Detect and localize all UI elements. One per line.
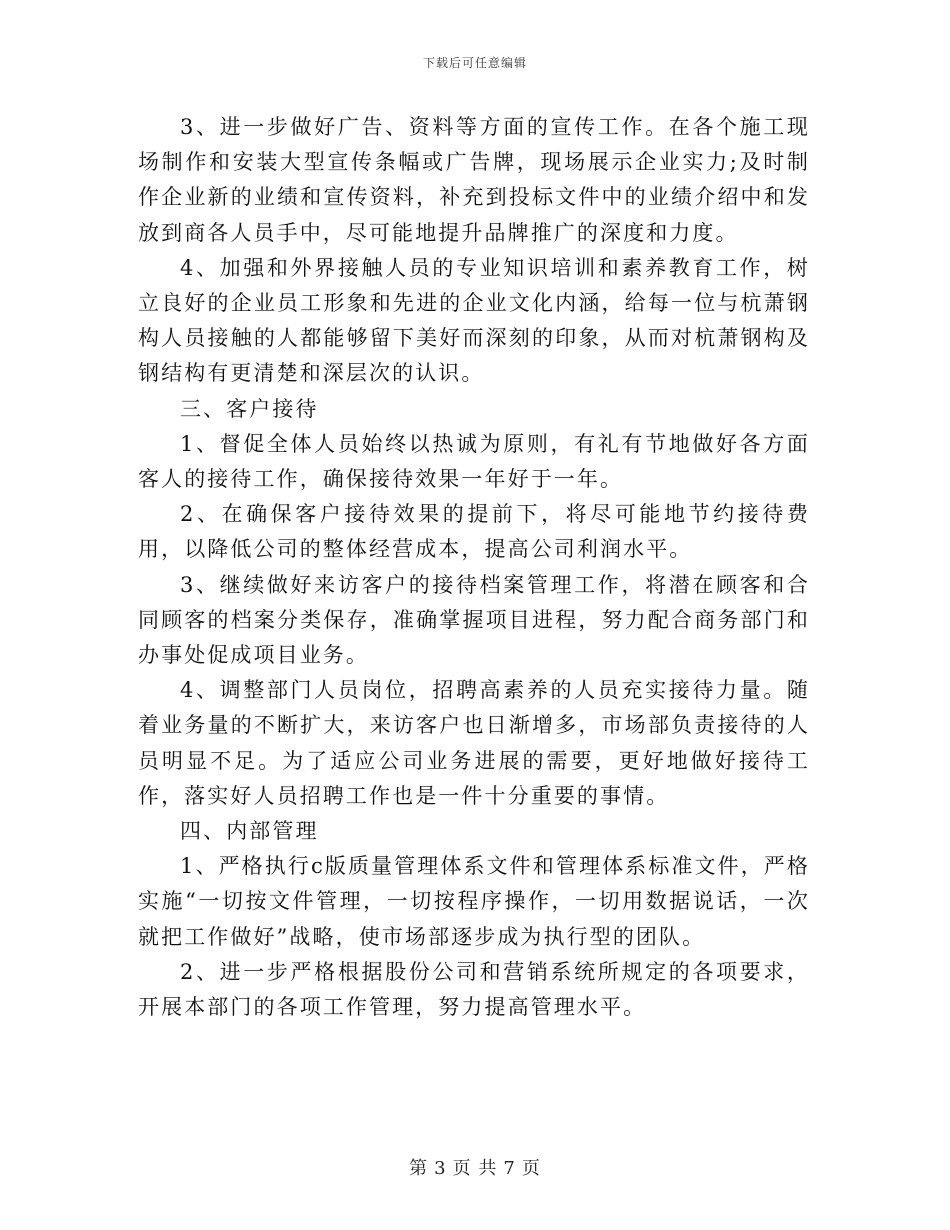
page-footer [0, 1154, 950, 1180]
footer-total-pages: 7 [503, 1158, 516, 1179]
paragraph-reception-4: 4、调整部门人员岗位，招聘高素养的人员充实接待力量。随着业务量的不断扩大，来访客户也日渐增多，市场部负责接待的人员明显不足。为了适应公司业务进展的需要，更好地做好接待工作，落实好人员招聘工作也是一件十分重要的事情。 [138, 678, 810, 808]
paragraph-reception-2: 2、在确保客户接待效果的提前下，将尽可能地节约接待费用，以降低公司的整体经营成本，提高公司利润水平。 [138, 502, 810, 562]
paragraph-reception-3: 3、继续做好来访客户的接待档案管理工作，将潜在顾客和合同顾客的档案分类保存，准确掌握项目进程，努力配合商务部门和办事处促成项目业务。 [138, 572, 810, 668]
footer-suffix: 页 [521, 1158, 541, 1179]
paragraph-management-2: 2、进一步严格根据股份公司和营销系统所规定的各项要求，开展本部门的各项工作管理，努力提高管理水平。 [138, 959, 810, 1020]
paragraph-item-4: 4、加强和外界接触人员的专业知识培训和素养教育工作，树立良好的企业员工形象和先进的企业文化内涵，给每一位与杭萧钢构人员接触的人都能够留下美好而深刻的印象，从而对杭萧钢构及钢结构有更清楚和深层次的认识。 [138, 255, 810, 386]
section-heading-internal-management: 四、内部管理 [180, 819, 319, 844]
document-body [138, 110, 810, 1025]
footer-page-number: 3 [434, 1158, 447, 1179]
paragraph-reception-1: 1、督促全体人员始终以热诚为原则，有礼有节地做好各方面客人的接待工作，确保接待效果一年好于一年。 [138, 431, 810, 492]
paragraph-item-3: 3、进一步做好广告、资料等方面的宣传工作。在各个施工现场制作和安装大型宣传条幅或广告牌，现场展示企业实力;及时制作企业新的业绩和宣传资料，补充到投标文件中的业绩介绍中和发放到商各人员手中，尽可能地提升品牌推广的深度和力度。 [138, 115, 810, 245]
section-heading-customer-reception: 三、客户接待 [180, 396, 319, 421]
footer-middle: 页 共 [452, 1158, 498, 1179]
page-header: 下载后可任意编辑 [422, 56, 527, 70]
footer-prefix: 第 [409, 1158, 429, 1179]
paragraph-management-1: 1、严格执行c版质量管理体系文件和管理体系标准文件，严格实施“一切按文件管理，一切按程序操作，一切用数据说话，一次就把工作做好”战略，使市场部逐步成为执行型的团队。 [138, 854, 810, 949]
